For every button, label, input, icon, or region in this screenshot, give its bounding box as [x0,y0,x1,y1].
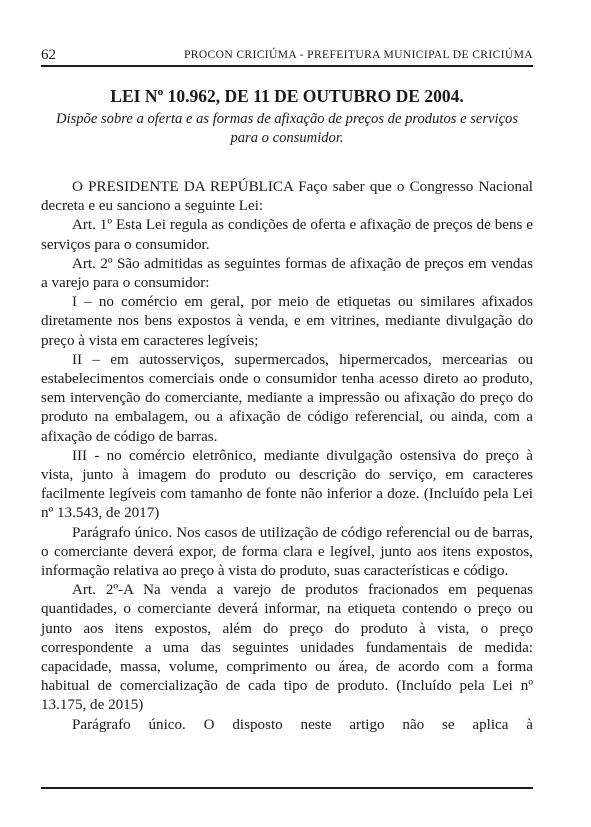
article-2-item-i: I – no comércio em geral, por meio de etiquetas ou similares afixados diretamente nos bens expostos à venda, e em vitrines, mediante divulgação do preço à vista em caracteres legíveis; [41,294,533,349]
article-1-paragraph: Art. 1º Esta Lei regula as condições de oferta e afixação de preços de bens e serviços para o consumidor. [41,217,533,253]
article-2-paragraph: Art. 2º São admitidas as seguintes formas de afixação de preços em vendas a varejo para o consumidor: [41,255,533,292]
article-2-item-iii: III - no comércio eletrônico, mediante divulgação ostensiva do preço à vista, junto à imagem do produto ou descrição do serviço, em caracteres facilmente legíveis com tamanho de fonte não inferior a doze. (Incluído pela Lei nº 13.543, de 2017) [41,447,533,522]
law-title: LEI Nº 10.962, DE 11 DE OUTUBRO DE 2004. [110,86,464,106]
preamble-paragraph: O PRESIDENTE DA REPÚBLICA Faço saber que o Congresso Nacional decreta e eu sanciono a seguinte Lei: [41,179,533,215]
article-2a-paragraph: Art. 2º-A Na venda a varejo de produtos fracionados em pequenas quantidades, o comerciante deverá informar, na etiqueta contendo o preço ou junto aos itens expostos, além do preço do produto à vista, o preço correspondente a uma das seguintes unidades fundamentais de medida: capacidade, massa, volume, comprimento ou área, de acordo com a forma habitual de comercialização de cada tipo de produto. (Incluído pela Lei nº 13.175, de 2015) [41,582,533,714]
article-2a-sole-paragraph: Parágrafo único. O disposto neste artigo não se aplica à [72,716,533,733]
page-header [41,42,533,64]
law-body [41,178,533,735]
page-number: 62 [41,47,56,63]
document-page [41,0,533,827]
running-head: PROCON CRICIÚMA - PREFEITURA MUNICIPAL DE CRICIÚMA [183,48,533,61]
article-2-sole-paragraph: Parágrafo único. Nos casos de utilização de código referencial ou de barras, o comerciante deverá expor, de forma clara e legível, junto aos itens expostos, informação relativa ao preço à vista do produto, suas características e código. [41,524,533,580]
law-summary: Dispõe sobre a oferta e as formas de afixação de preços de produtos e serviços para o consumidor. [55,111,519,146]
header-rule [41,65,533,67]
footer-rule [41,787,533,789]
article-2-item-ii: II – em autosserviços, supermercados, hipermercados, mercearias ou estabelecimentos comerciais onde o consumidor tenha acesso direto ao produto, sem intervenção do comerciante, mediante a impressão ou afixação do preço do produto na embalagem, ou a afixação de código referencial, ou ainda, com a afixação de código de barras. [41,351,533,445]
